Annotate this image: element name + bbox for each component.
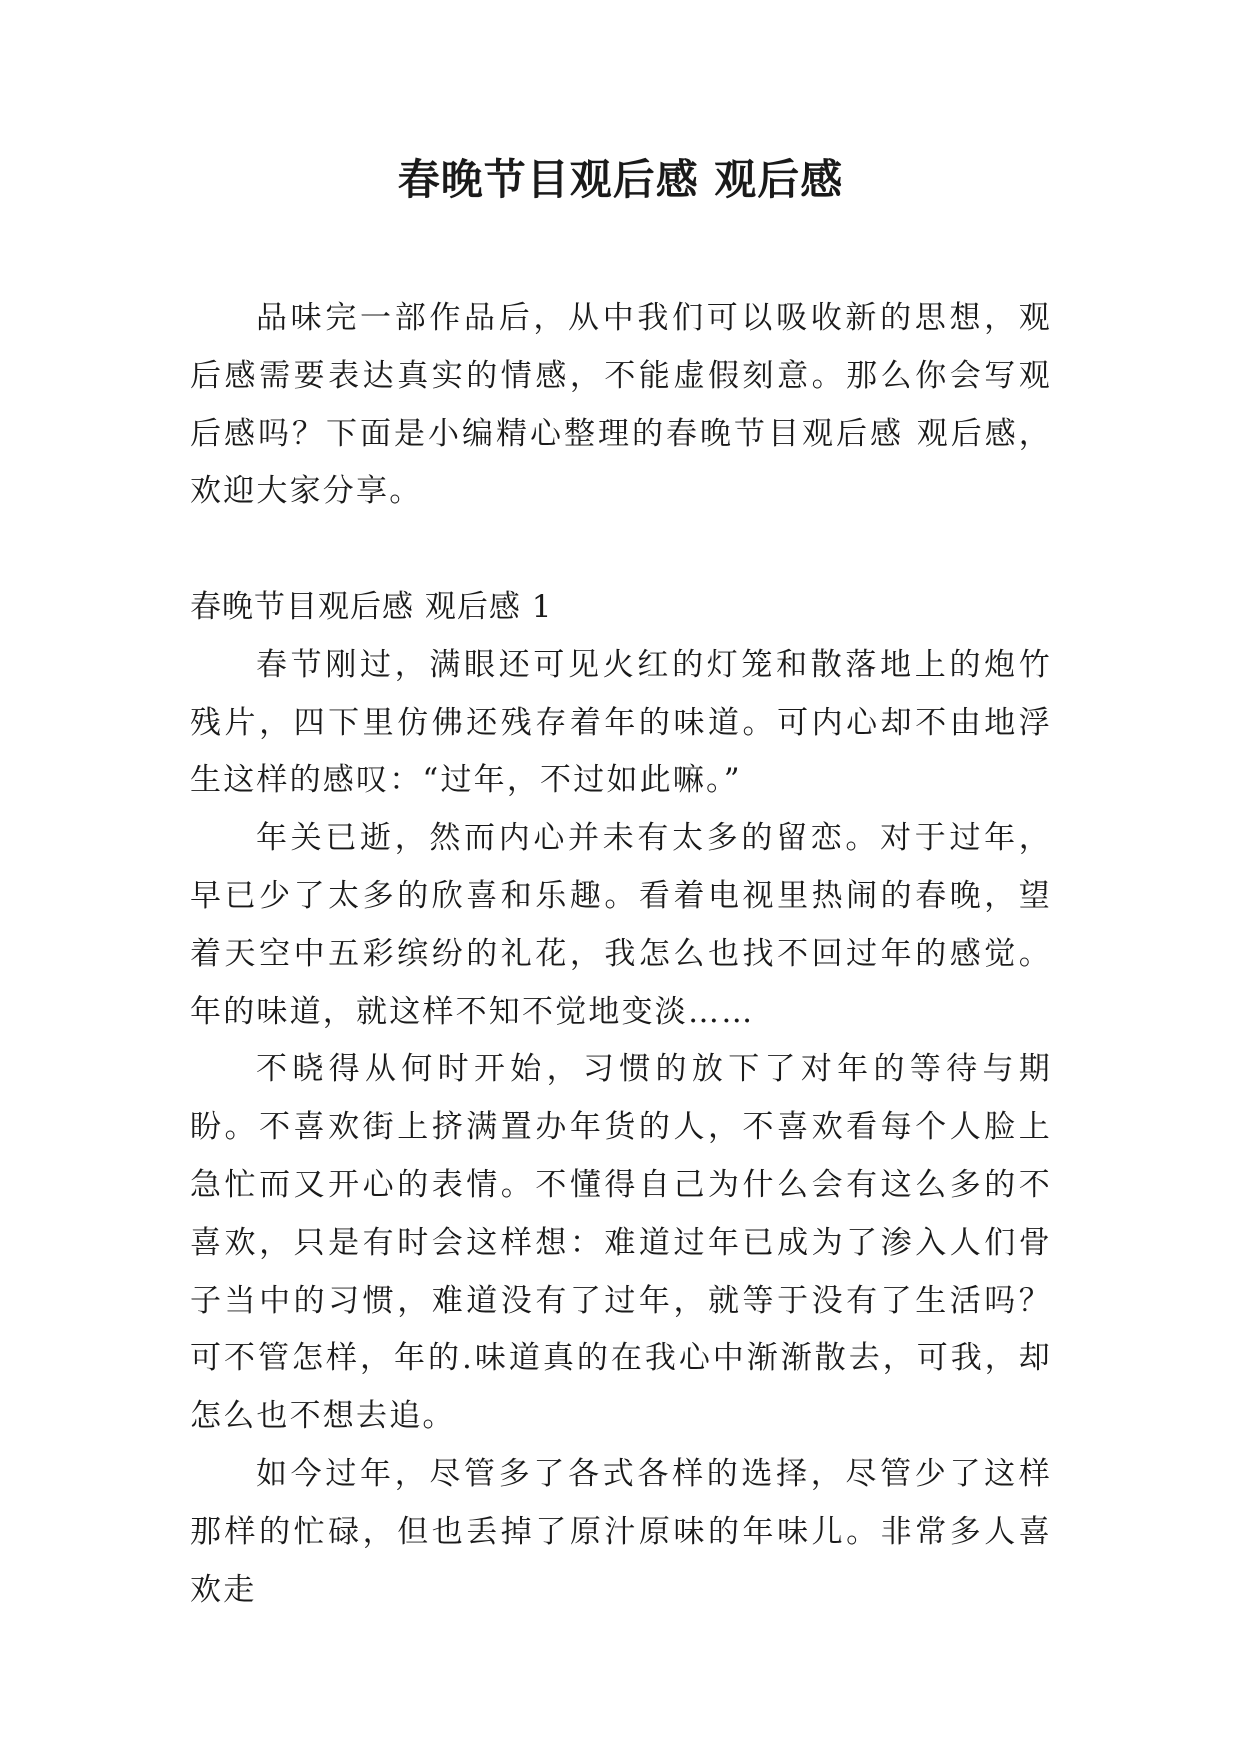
document-body xyxy=(190,290,1052,1619)
body-paragraph: 春节刚过，满眼还可见火红的灯笼和散落地上的炮竹残片，四下里仿佛还残存着年的味道。可内心却不由地浮生这样的感叹：“过年，不过如此嘛。” xyxy=(190,646,1052,799)
body-paragraph: 如今过年，尽管多了各式各样的选择，尽管少了这样那样的忙碌，但也丢掉了原汁原味的年味儿。非常多人喜欢走 xyxy=(190,1455,1052,1608)
body-paragraph: 年关已逝，然而内心并未有太多的留恋。对于过年，早已少了太多的欣喜和乐趣。看着电视里热闹的春晚，望着天空中五彩缤纷的礼花，我怎么也找不回过年的感觉。年的味道，就这样不知不觉地变淡…… xyxy=(190,820,1052,1030)
document-title: 春晚节目观后感 观后感 xyxy=(397,155,844,204)
section-heading: 春晚节目观后感 观后感 1 xyxy=(190,588,553,625)
paragraph-spacer xyxy=(190,521,1052,579)
body-paragraph: 不晓得从何时开始，习惯的放下了对年的等待与期盼。不喜欢街上挤满置办年货的人，不喜欢看每个人脸上急忙而又开心的表情。不懂得自己为什么会有这么多的不喜欢，只是有时会这样想：难道过年已成为了渗入人们骨子当中的习惯，难道没有了过年，就等于没有了生活吗？可不管怎样，年的.味道真的在我心中渐渐散去，可我，却怎么也不想去追。 xyxy=(190,1051,1052,1435)
intro-paragraph: 品味完一部作品后，从中我们可以吸收新的思想，观后感需要表达真实的情感，不能虚假刻意。那么你会写观后感吗？下面是小编精心整理的春晚节目观后感 观后感，欢迎大家分享。 xyxy=(190,300,1052,510)
